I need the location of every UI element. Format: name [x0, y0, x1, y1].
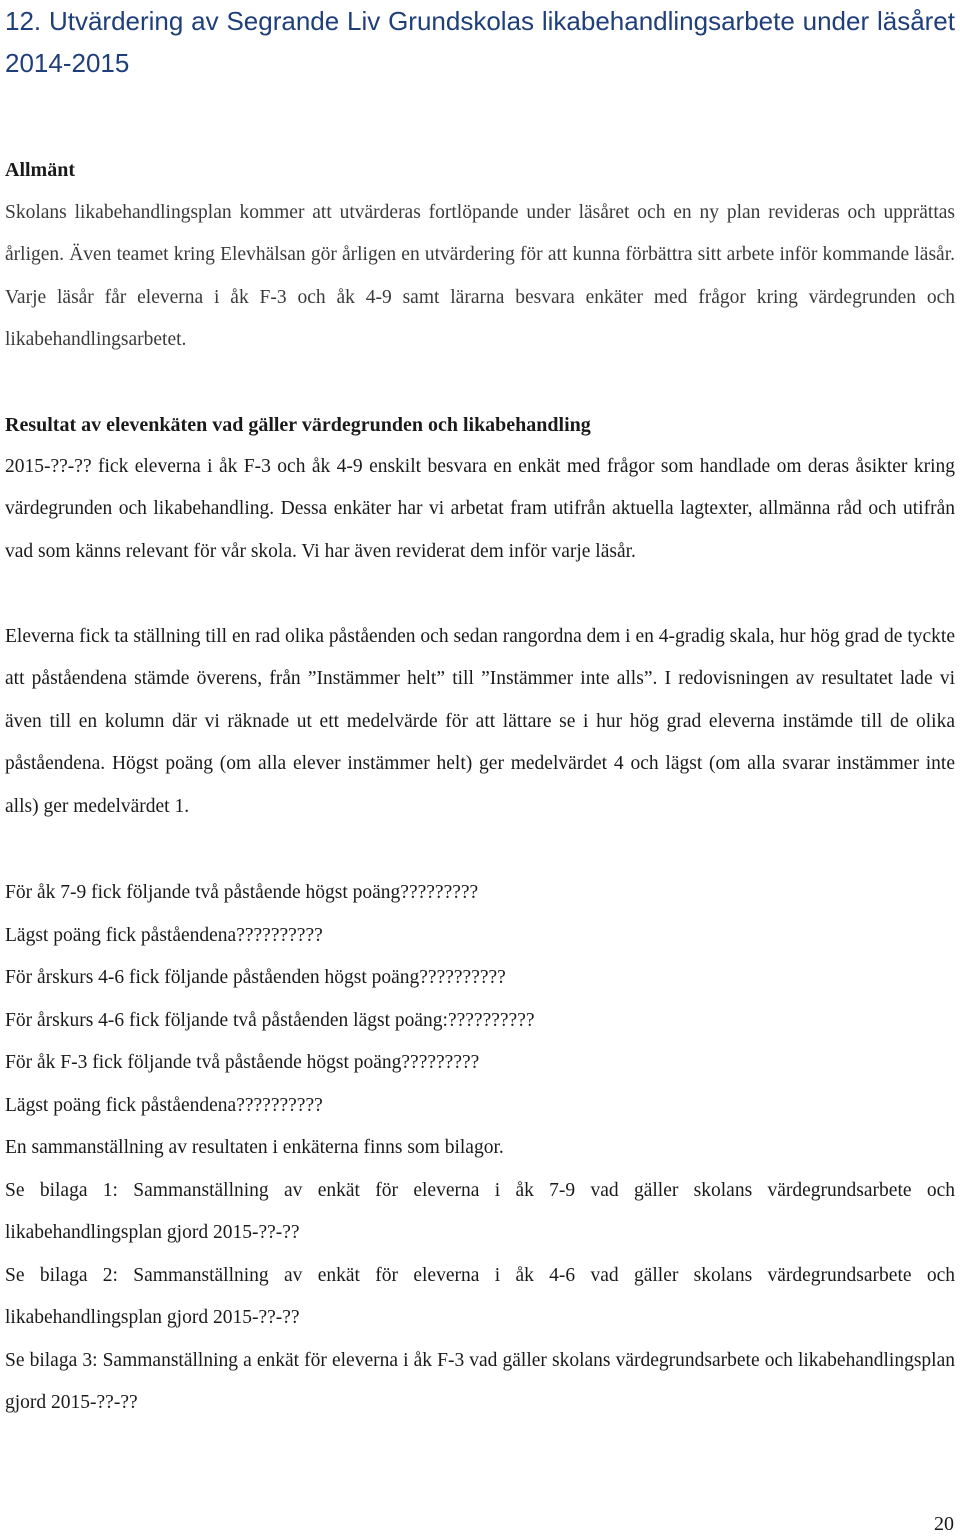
general-section-paragraph: Skolans likabehandlingsplan kommer att utvärderas fortlöpande under läsåret och en ny plan revideras och upprättas årligen. Även teamet kring Elevhälsan gör årligen en utvärdering för att kunna förbättra sitt arbete inför kommande läsår. Varje läsår får eleverna i åk F-3 och åk 4-9 samt lärarna besvara enkäter med frågor kring värdegrunden och likabehandlingsarbetet. — [5, 202, 955, 351]
attachment-1: Se bilaga 1: Sammanställning av enkät för eleverna i åk 7-9 vad gäller skolans värdegrundsarbete och likabehandlingsplan gjord 2015-??-?? — [5, 1180, 955, 1244]
section-heading: 12. Utvärdering av Segrande Liv Grundskolas likabehandlingsarbete under läsåret 2014-2015 — [5, 6, 955, 78]
page-number: 20 — [934, 1513, 954, 1535]
general-section-title: Allmänt — [5, 159, 75, 181]
results-section-title: Resultat av elevenkäten vad gäller värdegrunden och likabehandling — [5, 414, 591, 436]
attachment-3: Se bilaga 3: Sammanställning a enkät för eleverna i åk F-3 vad gäller skolans värdegrundsarbete och likabehandlingsplan gjord 2015-??-?? — [5, 1350, 955, 1414]
result-line-grade-7-9-lowest: Lägst poäng fick påståendena?????????? — [5, 925, 323, 946]
result-line-grade-4-6-highest: För årskurs 4-6 fick följande påståenden högst poäng?????????? — [5, 967, 506, 988]
result-line-grade-f-3-highest: För åk F-3 fick följande två påstående högst poäng????????? — [5, 1052, 480, 1073]
result-line-grade-f-3-lowest: Lägst poäng fick påståendena?????????? — [5, 1095, 323, 1116]
results-paragraph-2: Eleverna fick ta ställning till en rad olika påståenden och sedan rangordna dem i en 4-gradig skala, hur hög grad de tyckte att påståendena stämde överens, från ”Instämmer helt” till ”Instämmer inte alls”. I redovisningen av resultatet lade vi även till en kolumn där vi räknade ut ett medelvärde för att lättare se i hur hög grad eleverna instämde till de olika påståendena. Högst poäng (om alla elever instämmer helt) ger medelvärdet 4 och lägst (om alla svarar instämmer inte alls) ger medelvärdet 1. — [5, 626, 955, 817]
result-line-grade-4-6-lowest: För årskurs 4-6 fick följande två påståenden lägst poäng:?????????? — [5, 1010, 535, 1031]
attachments-intro: En sammanställning av resultaten i enkäterna finns som bilagor. — [5, 1137, 504, 1158]
result-line-grade-7-9-highest: För åk 7-9 fick följande två påstående högst poäng????????? — [5, 882, 479, 903]
attachment-2: Se bilaga 2: Sammanställning av enkät för eleverna i åk 4-6 vad gäller skolans värdegrundsarbete och likabehandlingsplan gjord 2015-??-?? — [5, 1265, 955, 1329]
results-paragraph-1: 2015-??-?? fick eleverna i åk F-3 och åk 4-9 enskilt besvara en enkät med frågor som handlade om deras åsikter kring värdegrunden och likabehandling. Dessa enkäter har vi arbetat fram utifrån aktuella lagtexter, allmänna råd och utifrån vad som känns relevant för vår skola. Vi har även reviderat dem inför varje läsår. — [5, 456, 955, 562]
